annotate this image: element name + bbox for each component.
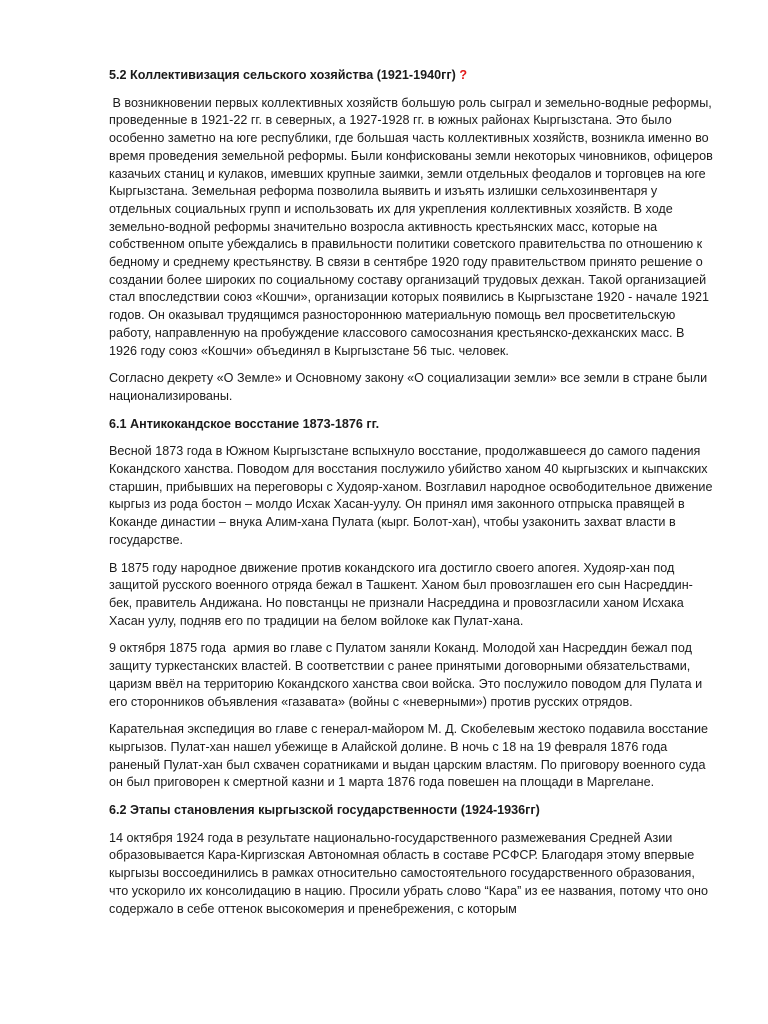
- paragraph: Весной 1873 года в Южном Кыргызстане вспыхнуло восстание, продолжавшееся до самого падения Кокандского ханства. Поводом для восстания послужило убийство ханом 40 кыргызских и кыпчакских старшин, прибывших на переговоры с Худояр-ханом. Возглавил народное освободительное движение кыргыз из рода бостон – молдо Исхак Хасан-уулу. Он принял имя законного отпрыска правящей в Коканде династии – внука Алим-хана Пулата (кырг. Болот-хан), чтобы узаконить захват власти в государстве.: [109, 444, 713, 547]
- paragraph: В 1875 году народное движение против кокандского ига достигло своего апогея. Худояр-хан под защитой русского военного отряда бежал в Ташкент. Ханом был провозглашен его сын Насреддин-бек, правитель Андижана. Но повстанцы не признали Насреддина и провозгласили ханом Исхака Хасан уулу, подняв его по традиции на белом войлоке как Пулат-хана.: [109, 560, 693, 628]
- heading-text: 6.1 Антикокандское восстание 1873-1876 гг.: [109, 416, 380, 431]
- section-heading-5-2: [109, 67, 715, 85]
- paragraph: 14 октября 1924 года в результате национально-государственного размежевания Средней Азии образовывается Кара-Киргизская Автономная область в составе РСФСР. Благодаря этому впервые кыргызы воссоединились в рамках относительно самостоятельного государственного образования, что ускорило их консолидацию в нацию. Просили убрать слово “Кара” из ее названия, потому что оно содержало в себе оттенок высокомерия и пренебрежения, с которым: [109, 830, 708, 916]
- paragraph: В возникновении первых коллективных хозяйств большую роль сыграл и земельно-водные реформы, проведенные в 1921-22 гг. в северных, а 1927-1928 гг. в южных районах Кыргызстана. Это было особенно заметно на юге республики, где большая часть коллективных хозяйств, возникла именно во время проведения земельной реформы. Были конфискованы земли некоторых чиновников, офицеров казачьих станиц и кулаков, имевших крупные заимки, земли отдельных феодалов и торговцев на юге Кыргызстана. Земельная реформа позволила выявить и изъять излишки сельхозинвентаря у отдельных социальных групп и использовать их для укрепления коллективных хозяйств. В ходе земельно-водной реформы значительно возросла активность крестьянских масс, которые на собственном опыте убеждались в правильности политики советского правительства по отношению к бедному и среднему крестьянству. В связи в сентябре 1920 году правительством принято решение о создании более широких по социальному составу организаций трудовых дехкан. Такой организацией стал впоследствии союз «Кошчи», организации которых появились в Кыргызстане 1920 - начале 1921 годов. Он оказывал трудящимся разностороннюю материальную помощь вел просветительскую работу, направленную на пробуждение классового самосознания крестьянско-дехканских масс. В 1926 году союз «Кошчи» объединял в Кыргызстане 56 тыс. человек.: [109, 95, 717, 358]
- heading-text: 6.2 Этапы становления кыргызской государственности (1924-1936гг): [109, 803, 540, 818]
- paragraph: Согласно декрету «О Земле» и Основному закону «О социализации земли» все земли в стране были национализированы.: [109, 371, 708, 403]
- paragraph: Карательная экспедиция во главе с генерал-майором М. Д. Скобелевым жестоко подавила восстание кыргызов. Пулат-хан нашел убежище в Алайской долине. В ночь с 18 на 19 февраля 1876 года раненый Пулат-хан был схвачен соратниками и выдан царским властям. По приговору военного суда он был приговорен к смертной казни и 1 марта 1876 года повешен на площади в Маргелане.: [109, 722, 709, 790]
- section-heading-6-2: [109, 802, 715, 820]
- paragraph: 9 октября 1875 года армия во главе с Пулатом заняли Коканд. Молодой хан Насреддин бежал под защиту туркестанских властей. В соответствии с ранее принятыми договорными обязательствами, царизм ввёл на территорию Кокандского ханства свои войска. Это послужило поводом для Пулата и его сторонников объявления «газавата» (войны с «неверными») против русских отрядов.: [109, 641, 706, 709]
- document-page: [109, 67, 715, 928]
- section-heading-6-1: [109, 416, 715, 434]
- question-mark-icon[interactable]: ?: [459, 68, 468, 82]
- heading-text: 5.2 Коллективизация сельского хозяйства (1921-1940гг): [109, 68, 456, 82]
